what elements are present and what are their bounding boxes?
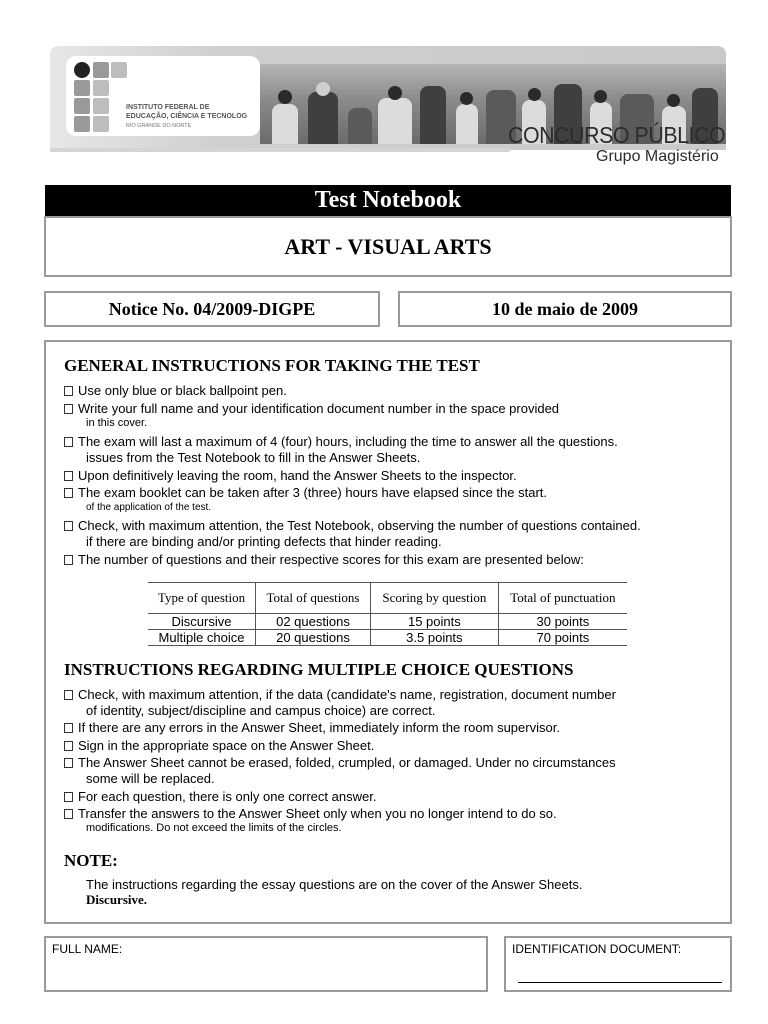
checkbox-bullet-icon [64, 690, 73, 700]
checkbox-bullet-icon [64, 521, 73, 531]
exam-date: 10 de maio de 2009 [398, 291, 732, 327]
list-item: Check, with maximum attention, if the data (candidate's name, registration, document number of identity, subject/discipline and campus choice) are correct. [64, 687, 616, 719]
list-item: The Answer Sheet cannot be erased, folded, crumpled, or damaged. Under no circumstances some will be replaced. [64, 755, 616, 787]
table-cell: 3.5 points [370, 630, 498, 646]
list-item: The exam will last a maximum of 4 (four) hours, including the time to answer all the questions. issues from the Test Notebook to fill in the Answer Sheets. [64, 434, 618, 466]
table-cell: 70 points [498, 630, 627, 646]
table-header-row [148, 583, 627, 614]
table-header-cell: Scoring by question [370, 583, 498, 614]
test-notebook-title: Test Notebook [45, 185, 731, 216]
logo-square-icon [93, 98, 109, 114]
logo-circle-icon [74, 62, 90, 78]
list-item: For each question, there is only one correct answer. [64, 789, 376, 805]
table-header-cell: Type of question [148, 583, 256, 614]
table-row [148, 630, 627, 646]
checkbox-bullet-icon [64, 792, 73, 802]
id-document-field[interactable] [504, 936, 732, 992]
checkbox-bullet-icon [64, 758, 73, 768]
institute-logo [66, 56, 260, 136]
id-document-line [518, 982, 722, 983]
checkbox-bullet-icon [64, 555, 73, 565]
table-cell: 02 questions [256, 614, 371, 630]
checkbox-bullet-icon [64, 809, 73, 819]
table-row [148, 614, 627, 630]
table-cell: Discursive [148, 614, 256, 630]
list-item: Use only blue or black ballpoint pen. [64, 383, 287, 399]
list-item: If there are any errors in the Answer Sheet, immediately inform the room supervisor. [64, 720, 560, 736]
logo-square-icon [111, 62, 127, 78]
score-table [148, 582, 627, 646]
list-item: Write your full name and your identification document number in the space provided in this cover. [64, 401, 559, 430]
logo-square-icon [93, 80, 109, 96]
table-header-cell: Total of punctuation [498, 583, 627, 614]
note-heading: NOTE: [64, 851, 118, 870]
logo-square-icon [93, 62, 109, 78]
logo-square-icon [93, 116, 109, 132]
list-item: The exam booklet can be taken after 3 (three) hours have elapsed since the start. of the application of the test. [64, 485, 547, 514]
table-cell: 30 points [498, 614, 627, 630]
list-item: Sign in the appropriate space on the Answer Sheet. [64, 738, 374, 754]
logo-square-icon [74, 116, 90, 132]
contest-subtitle: Grupo Magistério [596, 148, 719, 165]
table-cell: 15 points [370, 614, 498, 630]
list-item: Transfer the answers to the Answer Sheet only when you no longer intend to do so. modifications. Do not exceed the limits of the circles. [64, 806, 557, 835]
table-cell: 20 questions [256, 630, 371, 646]
list-item: The number of questions and their respective scores for this exam are presented below: [64, 552, 584, 568]
checkbox-bullet-icon [64, 488, 73, 498]
logo-text-line2: EDUCAÇÃO, CIÊNCIA E TECNOLOG [126, 113, 248, 120]
list-item: Check, with maximum attention, the Test Notebook, observing the number of questions contained. if there are binding and/or printing defects that hinder reading. [64, 518, 641, 550]
checkbox-bullet-icon [64, 471, 73, 481]
contest-title: CONCURSO PÚBLICO [508, 122, 726, 148]
multiple-choice-heading: INSTRUCTIONS REGARDING MULTIPLE CHOICE QUESTIONS [64, 660, 574, 679]
checkbox-bullet-icon [64, 723, 73, 733]
logo-square-icon [74, 98, 90, 114]
table-cell: Multiple choice [148, 630, 256, 646]
full-name-field[interactable] [44, 936, 488, 992]
note-text: The instructions regarding the essay questions are on the cover of the Answer Sheets. [86, 877, 583, 892]
logo-text-line3: RIO GRANDE DO NORTE [126, 123, 192, 129]
table-header-cell: Total of questions [256, 583, 371, 614]
id-document-label: IDENTIFICATION DOCUMENT: [512, 942, 682, 956]
checkbox-bullet-icon [64, 437, 73, 447]
note-bold-text: Discursive. [86, 892, 148, 907]
checkbox-bullet-icon [64, 386, 73, 396]
checkbox-bullet-icon [64, 741, 73, 751]
general-instructions-heading: GENERAL INSTRUCTIONS FOR TAKING THE TEST [64, 356, 480, 375]
notice-number: Notice No. 04/2009-DIGPE [44, 291, 380, 327]
banner-underline [50, 148, 510, 152]
list-item: Upon definitively leaving the room, hand the Answer Sheets to the inspector. [64, 468, 517, 484]
full-name-label: FULL NAME: [52, 942, 123, 956]
logo-text-line1: INSTITUTO FEDERAL DE [126, 104, 210, 111]
header-banner [50, 44, 726, 176]
logo-square-icon [74, 80, 90, 96]
checkbox-bullet-icon [64, 404, 73, 414]
subject-title: ART - VISUAL ARTS [44, 216, 732, 277]
